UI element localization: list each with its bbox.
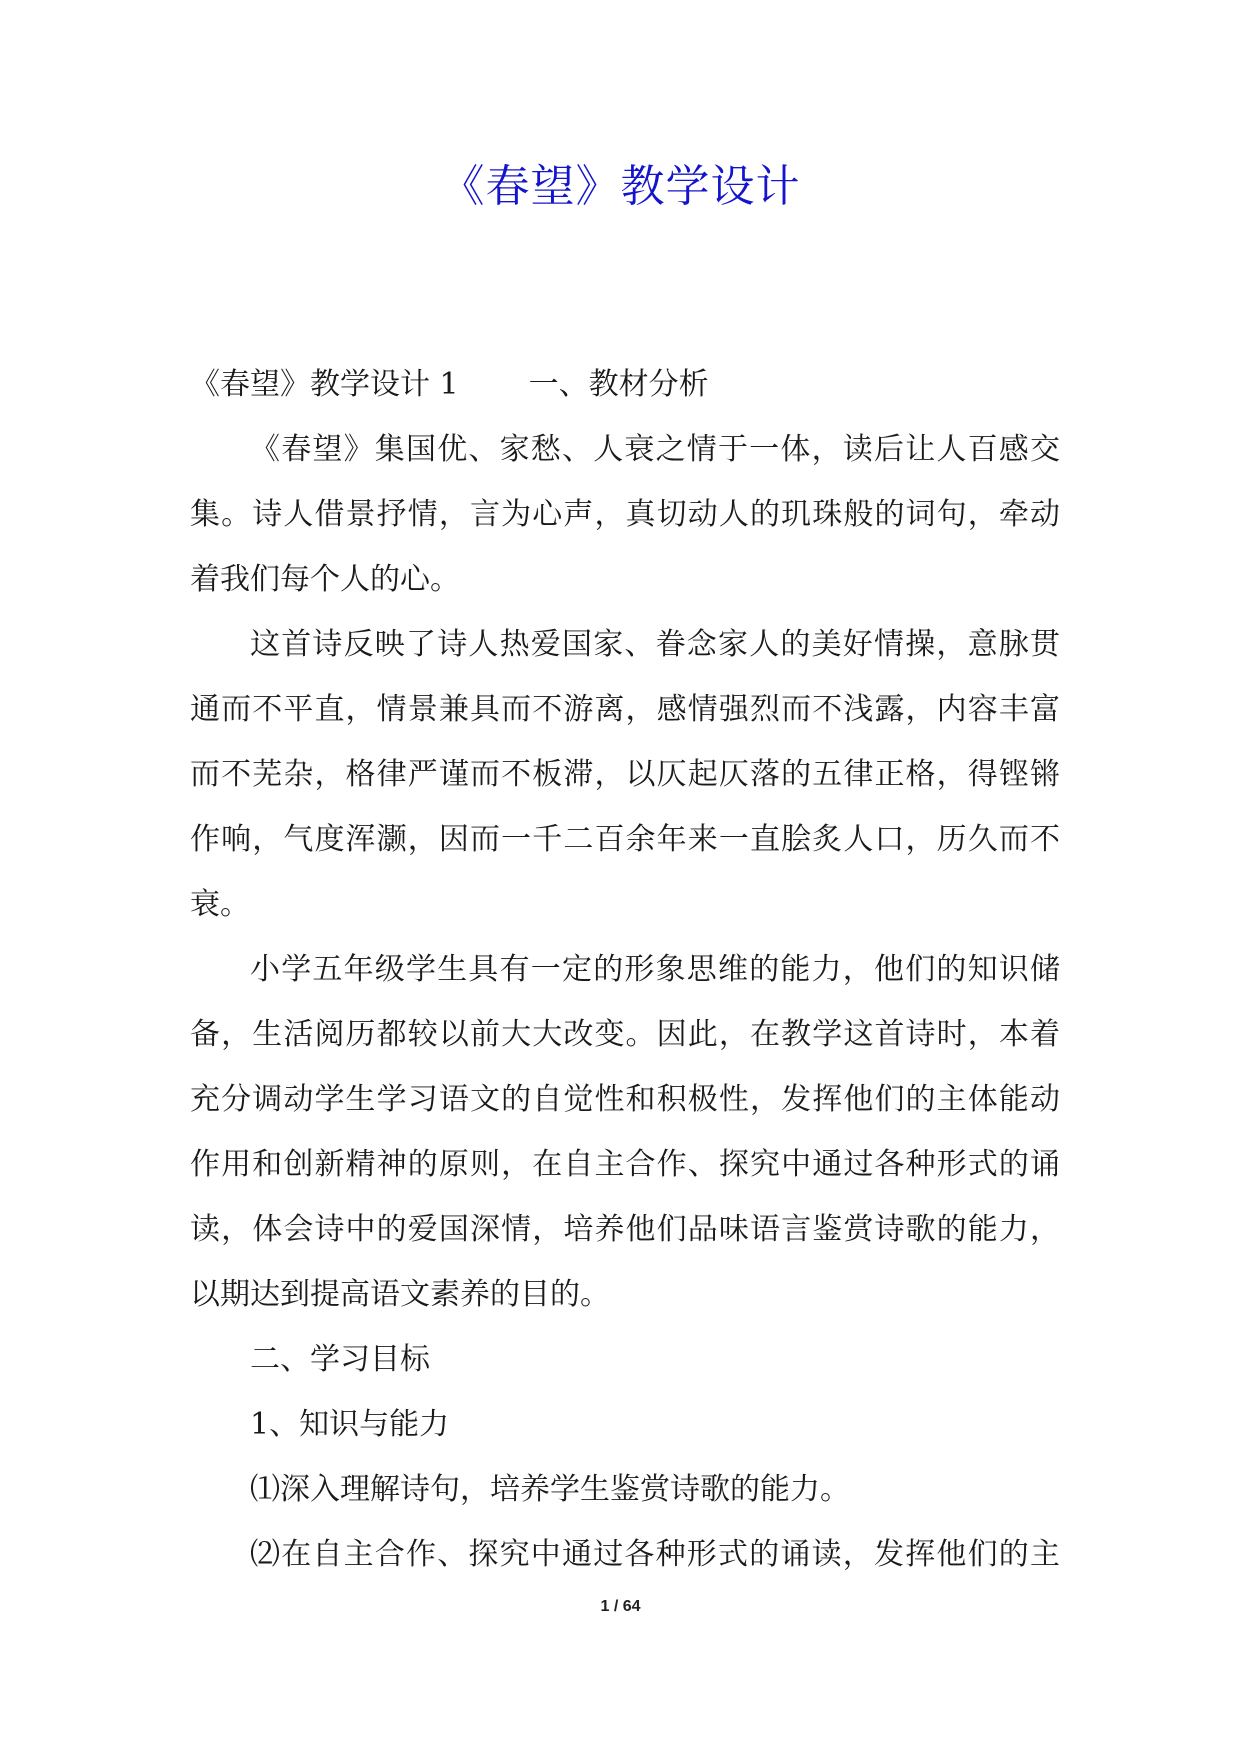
- document-body: [190, 352, 1060, 1587]
- paragraph-line: 衰。: [190, 887, 250, 922]
- list-item: ⑴深入理解诗句，培养学生鉴赏诗歌的能力。: [250, 1472, 850, 1507]
- paragraph-line: 作用和创新精神的原则，在自主合作、探究中通过各种形式的诵: [190, 1147, 1060, 1182]
- paragraph-line: 充分调动学生学习语文的自觉性和积极性，发挥他们的主体能动: [190, 1082, 1060, 1117]
- subsection-heading: 1、知识与能力: [250, 1407, 450, 1442]
- paragraph-line: 备，生活阅历都较以前大大改变。因此，在教学这首诗时，本着: [190, 1017, 1060, 1052]
- page-number: 1 / 64: [600, 1598, 641, 1615]
- paragraph-line: 着我们每个人的心。: [190, 562, 460, 597]
- section-heading-2: 二、学习目标: [250, 1342, 430, 1377]
- lesson-heading: 《春望》教学设计 1: [190, 367, 459, 402]
- paragraph-line: 这首诗反映了诗人热爱国家、眷念家人的美好情操，意脉贯: [250, 627, 1060, 662]
- paragraph-line: 《春望》集国优、家愁、人衰之情于一体，读后让人百感交: [250, 432, 1060, 467]
- paragraph-line: 而不芜杂，格律严谨而不板滞，以仄起仄落的五律正格，得铿锵: [190, 757, 1060, 792]
- paragraph-line: 小学五年级学生具有一定的形象思维的能力，他们的知识储: [250, 952, 1060, 987]
- paragraph-line: 集。诗人借景抒情，言为心声，真切动人的玑珠般的词句，牵动: [190, 497, 1060, 532]
- paragraph-line: 通而不平直，情景兼具而不游离，感情强烈而不浅露，内容丰富: [190, 692, 1060, 727]
- paragraph-line: 读，体会诗中的爱国深情，培养他们品味语言鉴赏诗歌的能力，: [190, 1212, 1060, 1247]
- list-item: ⑵在自主合作、探究中通过各种形式的诵读，发挥他们的主: [250, 1537, 1060, 1572]
- paragraph-line: 以期达到提高语文素养的目的。: [190, 1277, 610, 1312]
- paragraph-line: 作响，气度浑灏，因而一千二百余年来一直脍炙人口，历久而不: [190, 822, 1060, 857]
- section-heading-1: 一、教材分析: [528, 367, 709, 402]
- document-title: 《春望》教学设计: [440, 161, 801, 212]
- section-heading-row: [190, 352, 1060, 417]
